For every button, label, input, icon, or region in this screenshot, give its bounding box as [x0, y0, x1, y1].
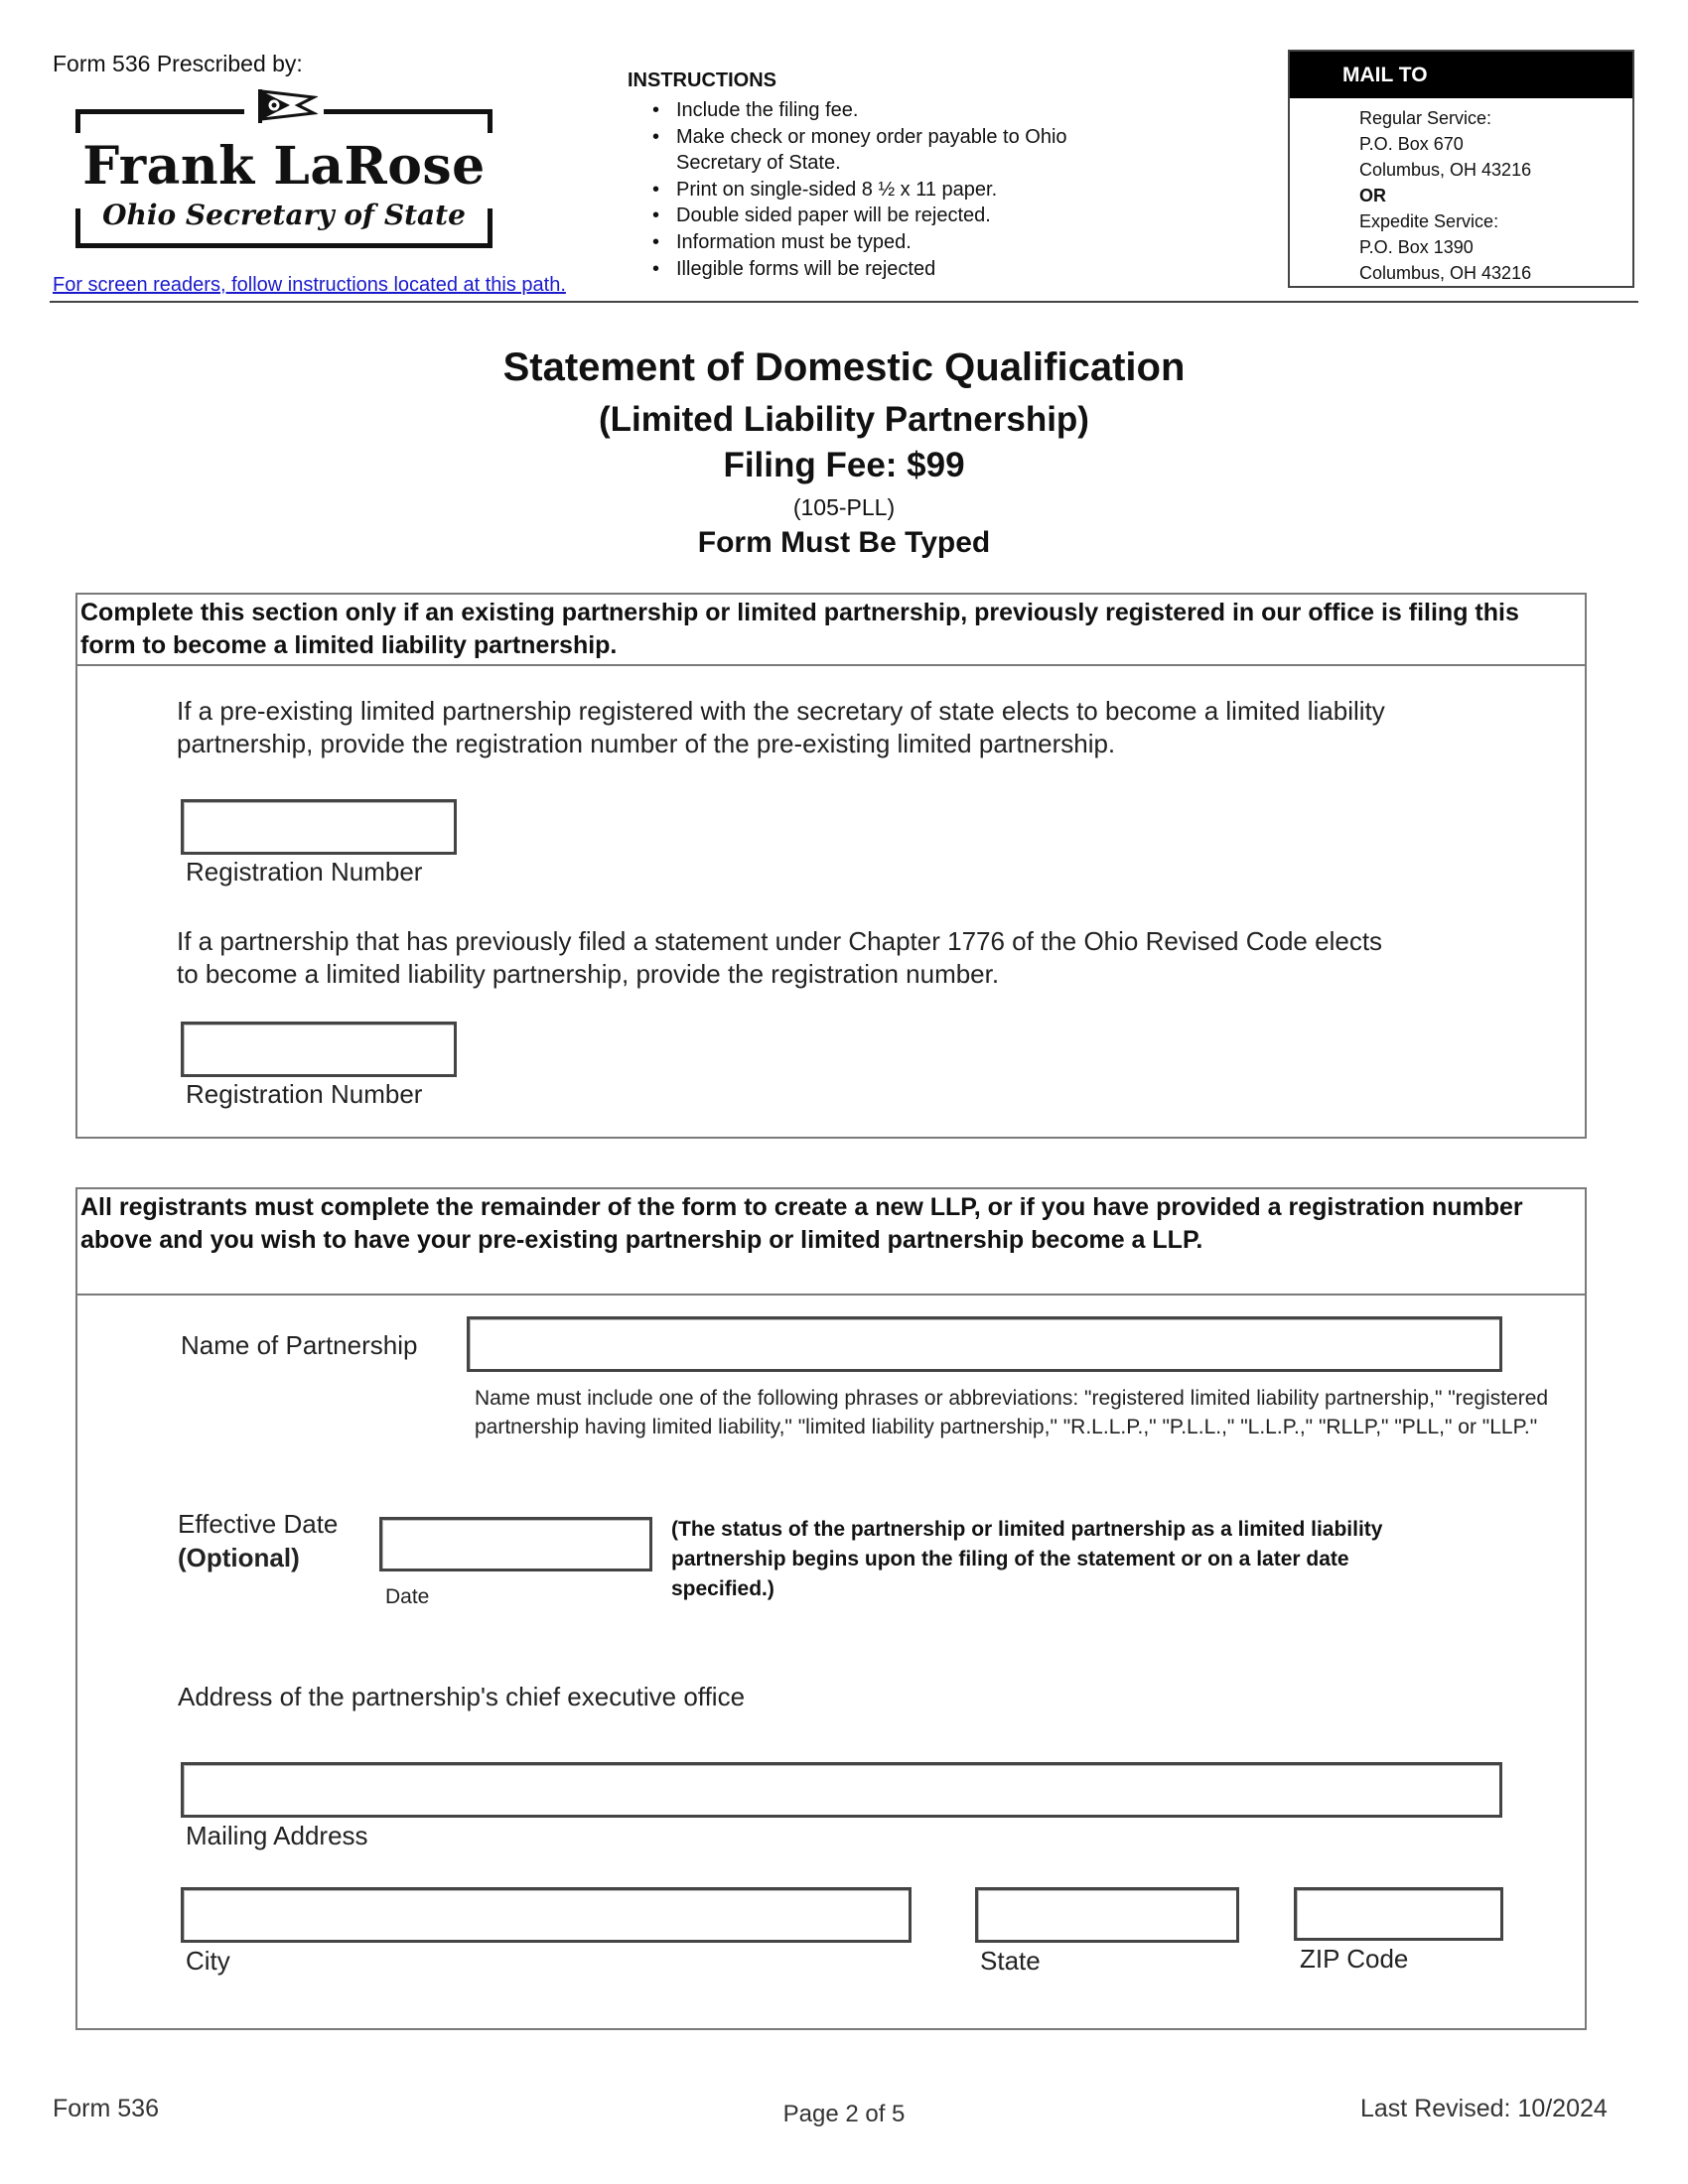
effective-date-label: Effective Date [178, 1509, 339, 1539]
effective-date-input[interactable] [379, 1517, 652, 1571]
or-label: OR [1359, 186, 1386, 205]
partnership-name-input[interactable] [467, 1316, 1502, 1372]
registration-number-label-2: Registration Number [186, 1079, 423, 1109]
optional-label: (Optional) [178, 1543, 300, 1572]
instruction-item: • Information must be typed. [647, 229, 1114, 256]
section2-heading: All registrants must complete the remainder of the form to create a new LLP, or if you have provided a registration number above and you wish to have your pre-existing partnership or limited partnership become a LLP. [77, 1189, 1585, 1296]
section1-para2: If a partnership that has previously filed a statement under Chapter 1776 of the Ohio Revised Code elects to become a limited liability partnership, provide the registration number. [177, 926, 1383, 989]
typed-notice: Form Must Be Typed [697, 526, 991, 559]
effective-date-note: (The status of the partnership or limited partnership as a limited liability partnership begins upon the filing of the statement or on a later date specified.) [671, 1518, 1383, 1600]
expedite-service-box: P.O. Box 1390 [1359, 237, 1474, 257]
prescribed-by-label: Form 536 Prescribed by: [53, 51, 303, 76]
footer-page-number: Page 2 of 5 [782, 2101, 906, 2127]
mailing-address-input[interactable] [181, 1762, 1502, 1818]
instructions-title: INSTRUCTIONS [628, 69, 776, 91]
section1-heading: Complete this section only if an existing partnership or limited partnership, previously registered in our office is filing this form to become a limited liability partnership. [77, 595, 1585, 666]
regular-service-label: Regular Service: [1359, 108, 1492, 128]
form-subtitle: (Limited Liability Partnership) [599, 400, 1089, 439]
logo-name: Frank LaRose [82, 136, 486, 197]
existing-partnership-section [75, 593, 1587, 1139]
zip-code-label: ZIP Code [1300, 1944, 1409, 1974]
footer-last-revised: Last Revised: 10/2024 [1360, 2095, 1608, 2122]
form-title: Statement of Domestic Qualification [502, 345, 1186, 389]
state-input[interactable] [975, 1887, 1239, 1943]
address-heading: Address of the partnership's chief executive office [178, 1682, 746, 1711]
regular-service-box: P.O. Box 670 [1359, 134, 1464, 154]
footer-form-number: Form 536 [53, 2095, 159, 2122]
mail-to-box [1288, 50, 1634, 288]
regular-service-city: Columbus, OH 43216 [1359, 160, 1532, 180]
instructions-list [647, 97, 1114, 282]
date-caption: Date [385, 1585, 430, 1608]
new-llp-section [75, 1187, 1587, 2030]
city-input[interactable] [181, 1887, 912, 1943]
instruction-item: • Illegible forms will be rejected [647, 256, 1114, 283]
instruction-item: • Print on single-sided 8 ½ x 11 paper. [647, 177, 1114, 204]
filing-fee: Filing Fee: $99 [723, 446, 965, 484]
mailing-address-label: Mailing Address [186, 1821, 368, 1850]
ohio-flag-icon [254, 87, 318, 123]
city-label: City [186, 1946, 230, 1976]
partnership-name-label: Name of Partnership [181, 1330, 418, 1360]
expedite-service-city: Columbus, OH 43216 [1359, 263, 1532, 283]
mail-to-title: MAIL TO [1290, 52, 1632, 98]
expedite-service-label: Expedite Service: [1359, 211, 1499, 231]
secretary-of-state-logo [75, 109, 492, 248]
state-label: State [980, 1946, 1041, 1976]
partnership-name-note: Name must include one of the following phrases or abbreviations: "registered limited liability partnership," "registered partnership having limited liability," "limited liability partnership," "R.L.L.P.," "P.L.L.," "L.L.P.," "RLLP," "PLL," or "LLP." [475, 1387, 1549, 1438]
instruction-item: • Include the filing fee. [647, 97, 1114, 124]
registration-number-input-2[interactable] [181, 1022, 457, 1077]
instruction-item: • Make check or money order payable to Ohio Secretary of State. [647, 124, 1114, 177]
screen-reader-link[interactable]: For screen readers, follow instructions located at this path. [53, 274, 566, 296]
section1-para1: If a pre-existing limited partnership registered with the secretary of state elects to become a limited liability partnership, provide the registration number of the pre-existing limited partnership. [177, 696, 1385, 758]
header-divider [50, 301, 1638, 303]
registration-number-label-1: Registration Number [186, 857, 423, 887]
zip-code-input[interactable] [1294, 1887, 1503, 1941]
instruction-item: • Double sided paper will be rejected. [647, 203, 1114, 229]
logo-office: Ohio Secretary of State [102, 199, 466, 231]
form-code: (105-PLL) [792, 494, 896, 520]
registration-number-input-1[interactable] [181, 799, 457, 855]
